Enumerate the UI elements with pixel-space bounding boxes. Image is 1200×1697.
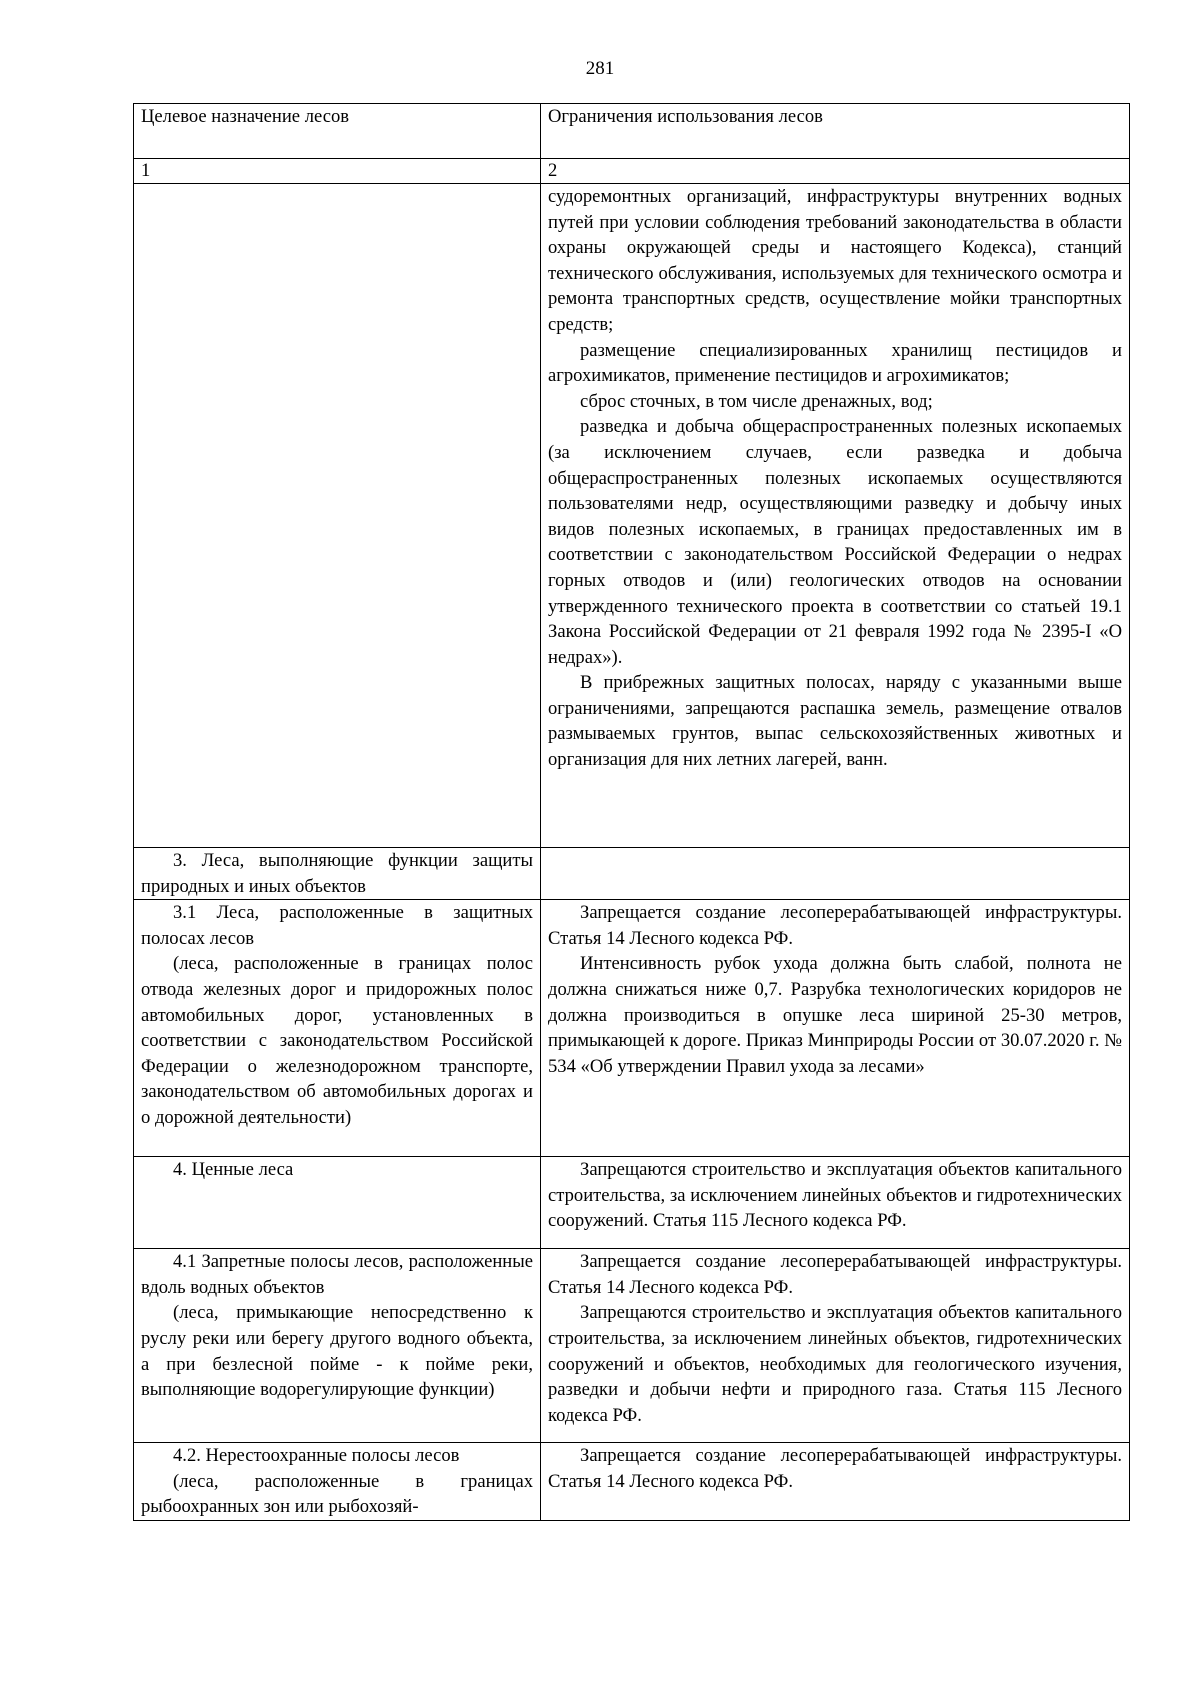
paragraph: 4.1 Запретные полосы лесов, расположенные вдоль водных объектов xyxy=(141,1251,533,1298)
paragraph: Интенсивность рубок ухода должна быть слабой, полнота не должна снижаться ниже 0,7. Разрубка технологических коридоров не должна производиться в опушке леса шириной 25-30 метров, примыкающей к дороге. Приказ Минприроды России от 30.07.2020 г. № 534 «Об утверждении Правил ухода за лесами» xyxy=(548,953,1122,1077)
table-row xyxy=(134,848,1130,900)
cell-purpose xyxy=(134,848,541,900)
paragraph: (леса, расположенные в границах полос отвода железных дорог и придорожных полос автомобильных дорог, установленных в соответствии с законодательством Российской Федерации о железнодорожном транспорте, законодательством об автомобильных дорогах и о дорожной деятельности) xyxy=(141,953,533,1128)
cell-purpose xyxy=(134,1443,541,1521)
paragraph: Запрещается создание лесоперерабатывающей инфраструктуры. Статья 14 Лесного кодекса РФ. xyxy=(548,1251,1122,1298)
cell-restrictions xyxy=(541,1249,1130,1443)
cell-purpose xyxy=(134,1157,541,1249)
paragraph: размещение специализированных хранилищ пестицидов и агрохимикатов, применение пестицидов и агрохимикатов; xyxy=(548,339,1122,387)
paragraph: 4.2. Нерестоохранные полосы лесов xyxy=(173,1445,460,1467)
table-row xyxy=(134,900,1130,1157)
paragraph: 3.1 Леса, расположенные в защитных полосах лесов xyxy=(141,902,533,949)
column-header-purpose: Целевое назначение лесов xyxy=(134,104,541,159)
cell-restrictions xyxy=(541,848,1130,900)
cell-restrictions xyxy=(541,900,1130,1157)
table-row xyxy=(134,1157,1130,1249)
paragraph: 3. Леса, выполняющие функции защиты природных и иных объектов xyxy=(141,850,533,897)
paragraph: В прибрежных защитных полосах, наряду с указанными выше ограничениями, запрещаются распашка земель, размещение отвалов размываемых грунтов, выпас сельскохозяйственных животных и организация для них летних лагерей, ванн. xyxy=(548,672,1122,771)
paragraph: разведка и добыча общераспространенных полезных ископаемых (за исключением случаев, если разведка и добыча общераспространенных полезных ископаемых осуществляются пользователями недр, осуществляющими разведку и добычу иных видов полезных ископаемых, в границах предоставленных им в соответствии с законодательством Российской Федерации о недрах горных отводов и (или) геологических отводов на основании утвержденного технического проекта в соответствии со статьей 19.1 Закона Российской Федерации от 21 февраля 1992 года № 2395-I «О недрах»). xyxy=(548,416,1122,668)
table-header-row xyxy=(134,104,1130,159)
column-number-row xyxy=(134,159,1130,184)
cell-purpose xyxy=(134,184,541,848)
restrictions-table xyxy=(133,103,1130,1521)
paragraph: (леса, расположенные в границах рыбоохранных зон или рыбохозяй- xyxy=(141,1470,533,1518)
paragraph: Запрещается создание лесоперерабатывающей инфраструктуры. Статья 14 Лесного кодекса РФ. xyxy=(548,1445,1122,1492)
column-header-restrictions: Ограничения использования лесов xyxy=(541,104,1130,159)
paragraph: сброс сточных, в том числе дренажных, вод; xyxy=(580,390,933,412)
table-body xyxy=(134,184,1130,1521)
cell-restrictions xyxy=(541,1157,1130,1249)
page-number: 281 xyxy=(585,58,615,79)
table-row xyxy=(134,1443,1130,1521)
table-row xyxy=(134,1249,1130,1443)
cell-purpose xyxy=(134,900,541,1157)
table-row xyxy=(134,184,1130,848)
paragraph: 4. Ценные леса xyxy=(173,1159,294,1181)
paragraph: Запрещается создание лесоперерабатывающей инфраструктуры. Статья 14 Лесного кодекса РФ. xyxy=(548,902,1122,949)
cell-purpose xyxy=(134,1249,541,1443)
paragraph: Запрещаются строительство и эксплуатация объектов капитального строительства, за исключением линейных объектов и гидротехнических сооружений. Статья 115 Лесного кодекса РФ. xyxy=(548,1159,1122,1232)
paragraph: судоремонтных организаций, инфраструктуры внутренних водных путей при условии соблюдения требований законодательства в области охраны окружающей среды и настоящего Кодекса), станций технического обслуживания, используемых для технического осмотра и ремонта транспортных средств, осуществление мойки транспортных средств; xyxy=(548,186,1122,335)
paragraph: (леса, примыкающие непосредственно к руслу реки или берегу другого водного объекта, а при безлесной пойме - к пойме реки, выполняющие водорегулирующие функции) xyxy=(141,1302,533,1401)
column-number-1: 1 xyxy=(134,159,541,184)
paragraph: Запрещаются строительство и эксплуатация объектов капитального строительства, за исключением линейных объектов, гидротехнических сооружений и объектов, необходимых для геологического изучения, разведки и добычи нефти и природного газа. Статья 115 Лесного кодекса РФ. xyxy=(548,1302,1122,1426)
column-number-2: 2 xyxy=(541,159,1130,184)
cell-restrictions xyxy=(541,184,1130,848)
cell-restrictions xyxy=(541,1443,1130,1521)
